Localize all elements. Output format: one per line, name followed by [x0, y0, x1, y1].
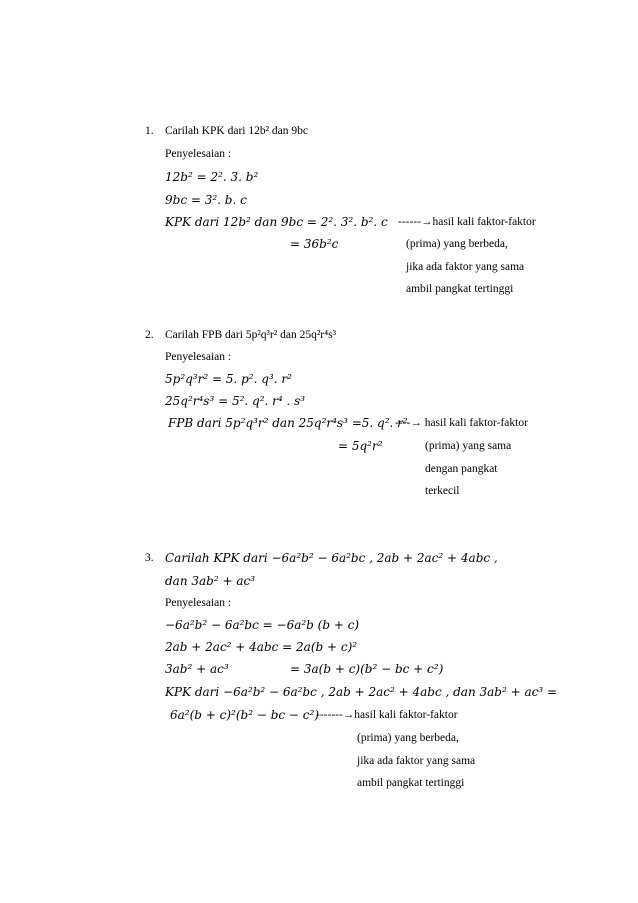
problem-2-arrow-text: ----→ hasil kali faktor-faktor — [395, 417, 528, 429]
problem-3-note-2: jika ada faktor yang sama — [357, 755, 476, 767]
problem-1-line-2: 9𝑏𝑐 = 3². 𝑏. 𝑐 — [165, 193, 247, 207]
problem-1-line-1: 12𝑏² = 2². 3. 𝑏² — [165, 170, 259, 184]
problem-2-note-2: dengan pangkat — [425, 463, 498, 475]
problem-3-note-1: (prima) yang berbeda, — [357, 732, 459, 744]
problem-1-note-2: jika ada faktor yang sama — [406, 261, 525, 273]
problem-3-penyelesaian: Penyelesaian : — [165, 597, 232, 609]
problem-3-line-1: −6𝑎²𝑏² − 6𝑎²𝑏𝑐 = −6𝑎²𝑏 (𝑏 + 𝑐) — [165, 618, 360, 632]
problem-1-note-1: (prima) yang berbeda, — [406, 238, 508, 250]
problem-3-result: 6𝑎²(𝑏 + 𝑐)²(𝑏² − 𝑏𝑐 − 𝑐²) — [170, 708, 320, 722]
problem-1-number: 1. — [145, 125, 154, 137]
problem-3-line-3-left: 3𝑎𝑏² + 𝑎𝑐³ — [165, 662, 229, 676]
problem-3-line-3-right: = 3𝑎(𝑏 + 𝑐)(𝑏² − 𝑏𝑐 + 𝑐²) — [290, 662, 444, 676]
problem-3-number: 3. — [145, 552, 154, 564]
problem-3-kpk: KPK dari −6𝑎²𝑏² − 6𝑎²𝑏𝑐 , 2𝑎𝑏 + 2𝑎𝑐² + 4𝑎𝑏𝑐 , dan 3𝑎𝑏² + 𝑎𝑐³ = — [165, 685, 558, 699]
problem-2-penyelesaian: Penyelesaian : — [165, 351, 232, 363]
problem-2-note-1: (prima) yang sama — [425, 440, 512, 452]
problem-2-note-3: terkecil — [425, 485, 460, 497]
problem-2-line-2: 25𝑞²𝑟⁴𝑠³ = 5². 𝑞². 𝑟⁴ . 𝑠³ — [165, 394, 306, 408]
problem-2-line-1: 5𝑝²𝑞³𝑟² = 5. 𝑝². 𝑞³. 𝑟² — [165, 372, 292, 386]
problem-2-question: Carilah FPB dari 5p²q³r² dan 25q²r⁴s³ — [165, 329, 337, 341]
problem-1-question: Carilah KPK dari 12b² dan 9bc — [165, 125, 309, 137]
problem-1-arrow-text: ------→hasil kali faktor-faktor — [398, 216, 536, 228]
problem-2-fpb: FPB dari 5𝑝²𝑞³𝑟² dan 25𝑞²𝑟⁴𝑠³ =5. 𝑞². 𝑟² — [168, 416, 408, 430]
problem-3-line-2: 2𝑎𝑏 + 2𝑎𝑐² + 4𝑎𝑏𝑐 = 2𝑎(𝑏 + 𝑐)² — [165, 640, 358, 654]
problem-1-result: = 36𝑏²𝑐 — [290, 237, 339, 251]
problem-2-number: 2. — [145, 329, 154, 341]
problem-3-question: Carilah KPK dari −6𝑎²𝑏² − 6𝑎²𝑏𝑐 , 2𝑎𝑏 + 2𝑎𝑐² + 4𝑎𝑏𝑐 , — [165, 551, 498, 565]
problem-3-arrow-text: -------→hasil kali faktor-faktor — [316, 709, 458, 721]
problem-3-note-3: ambil pangkat tertinggi — [357, 777, 465, 789]
problem-1-note-3: ambil pangkat tertinggi — [406, 283, 514, 295]
problem-1-penyelesaian: Penyelesaian : — [165, 148, 232, 160]
problem-1-kpk: KPK dari 12𝑏² dan 9𝑏𝑐 = 2². 3². 𝑏². 𝑐 — [165, 215, 388, 229]
problem-2-result: = 5𝑞²𝑟² — [338, 439, 383, 453]
problem-3-question-2: dan 3𝑎𝑏² + 𝑎𝑐³ — [165, 574, 256, 588]
